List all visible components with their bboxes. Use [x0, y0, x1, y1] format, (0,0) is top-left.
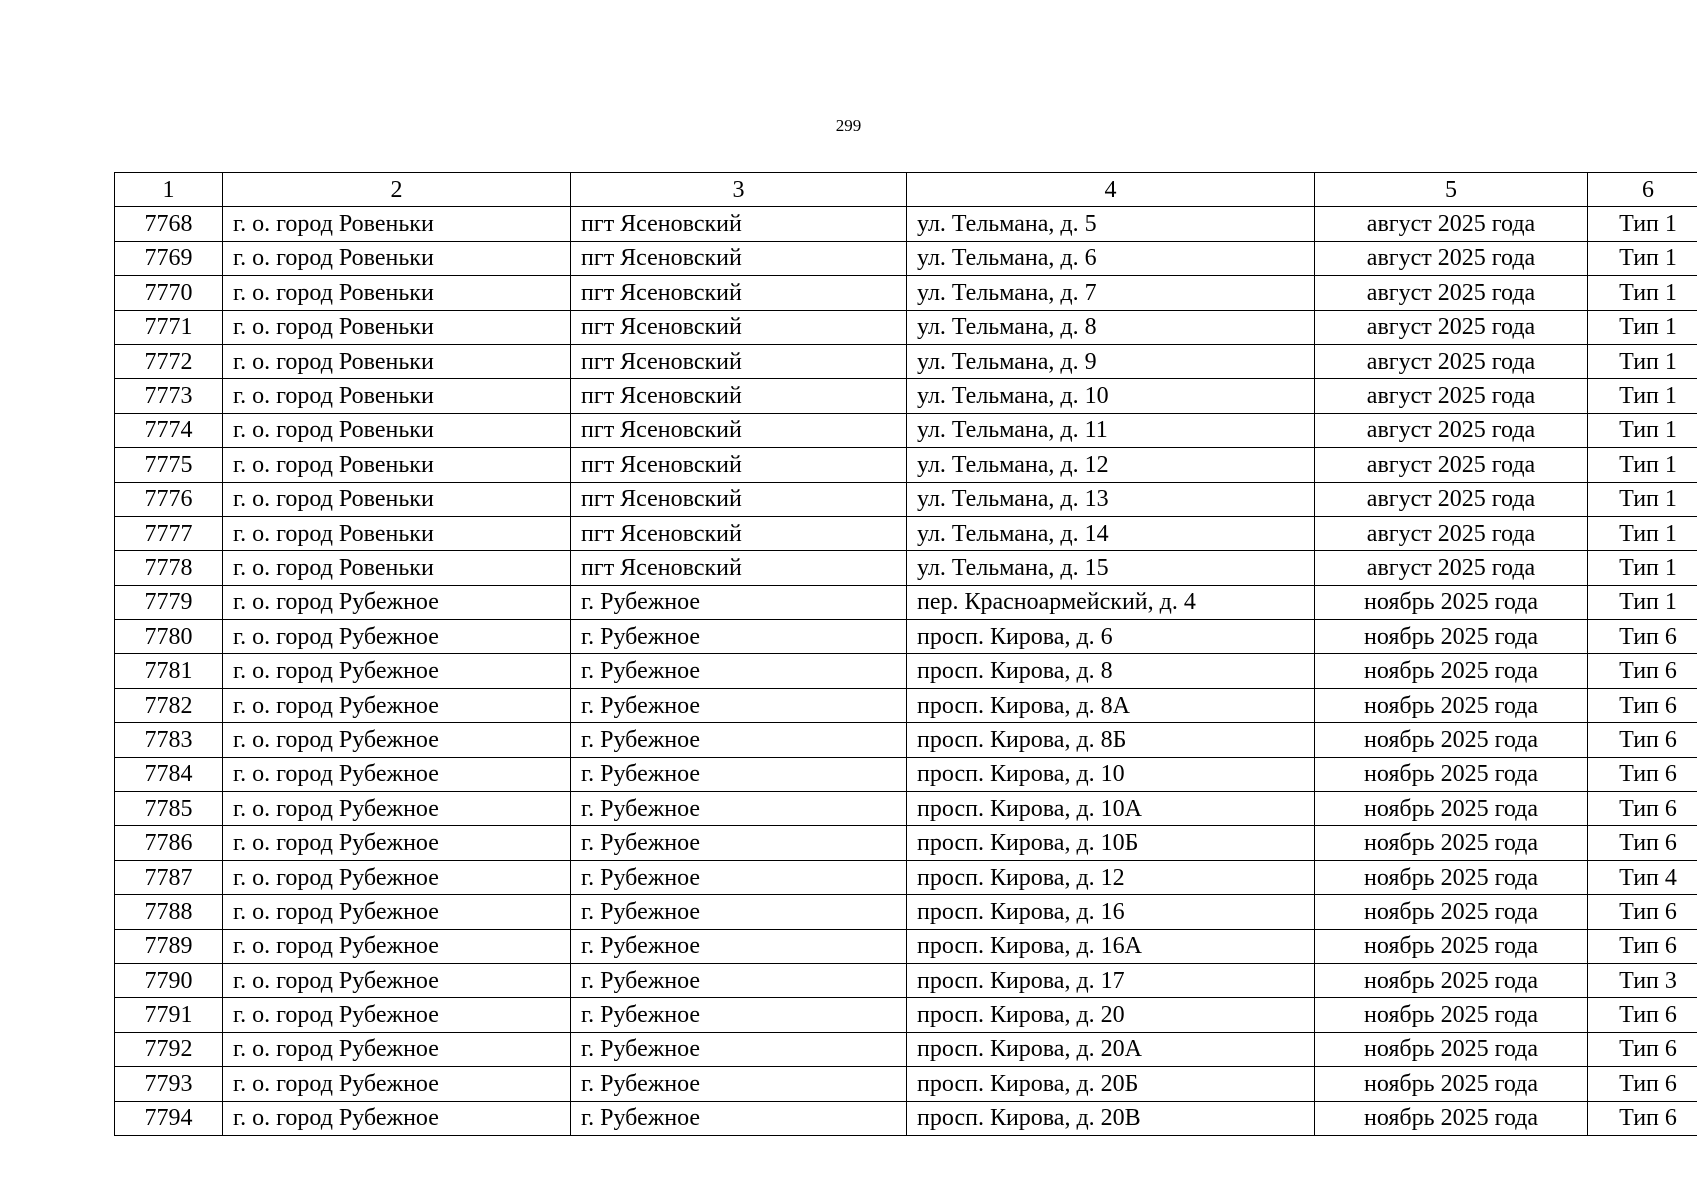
cell-type: Тип 4	[1588, 860, 1697, 894]
cell-settlement: пгт Ясеновский	[571, 482, 907, 516]
cell-row-number: 7779	[115, 585, 223, 619]
table-body	[115, 207, 1697, 1136]
cell-settlement: пгт Ясеновский	[571, 448, 907, 482]
cell-municipality: г. о. город Рубежное	[223, 585, 571, 619]
table-row	[115, 998, 1697, 1032]
header-row	[115, 173, 1697, 207]
cell-row-number: 7769	[115, 241, 223, 275]
table-row	[115, 792, 1697, 826]
cell-address: просп. Кирова, д. 20А	[907, 1032, 1315, 1066]
cell-row-number: 7781	[115, 654, 223, 688]
cell-municipality: г. о. город Рубежное	[223, 1032, 571, 1066]
cell-settlement: г. Рубежное	[571, 1032, 907, 1066]
cell-settlement: г. Рубежное	[571, 757, 907, 791]
cell-municipality: г. о. город Ровеньки	[223, 241, 571, 275]
cell-row-number: 7790	[115, 963, 223, 997]
cell-row-number: 7778	[115, 551, 223, 585]
cell-municipality: г. о. город Ровеньки	[223, 448, 571, 482]
cell-municipality: г. о. город Ровеньки	[223, 551, 571, 585]
cell-row-number: 7771	[115, 310, 223, 344]
cell-row-number: 7777	[115, 516, 223, 550]
table-row	[115, 482, 1697, 516]
cell-period: ноябрь 2025 года	[1315, 654, 1588, 688]
cell-settlement: г. Рубежное	[571, 1101, 907, 1135]
cell-type: Тип 6	[1588, 826, 1697, 860]
table-row	[115, 757, 1697, 791]
cell-address: просп. Кирова, д. 16А	[907, 929, 1315, 963]
cell-municipality: г. о. город Рубежное	[223, 895, 571, 929]
cell-address: просп. Кирова, д. 6	[907, 620, 1315, 654]
cell-municipality: г. о. город Рубежное	[223, 688, 571, 722]
cell-address: просп. Кирова, д. 8Б	[907, 723, 1315, 757]
cell-row-number: 7775	[115, 448, 223, 482]
cell-settlement: пгт Ясеновский	[571, 379, 907, 413]
cell-row-number: 7792	[115, 1032, 223, 1066]
cell-settlement: пгт Ясеновский	[571, 276, 907, 310]
table-row	[115, 448, 1697, 482]
table-row	[115, 688, 1697, 722]
cell-address: просп. Кирова, д. 17	[907, 963, 1315, 997]
cell-settlement: г. Рубежное	[571, 895, 907, 929]
cell-municipality: г. о. город Рубежное	[223, 723, 571, 757]
cell-type: Тип 1	[1588, 276, 1697, 310]
cell-address: просп. Кирова, д. 10	[907, 757, 1315, 791]
cell-municipality: г. о. город Ровеньки	[223, 379, 571, 413]
cell-type: Тип 6	[1588, 723, 1697, 757]
cell-period: август 2025 года	[1315, 207, 1588, 241]
cell-settlement: г. Рубежное	[571, 723, 907, 757]
cell-municipality: г. о. город Ровеньки	[223, 310, 571, 344]
cell-type: Тип 6	[1588, 654, 1697, 688]
cell-municipality: г. о. город Ровеньки	[223, 207, 571, 241]
register-table	[114, 172, 1697, 1136]
cell-municipality: г. о. город Ровеньки	[223, 413, 571, 447]
cell-type: Тип 3	[1588, 963, 1697, 997]
table-row	[115, 585, 1697, 619]
cell-settlement: г. Рубежное	[571, 860, 907, 894]
cell-settlement: пгт Ясеновский	[571, 310, 907, 344]
cell-address: ул. Тельмана, д. 13	[907, 482, 1315, 516]
cell-type: Тип 6	[1588, 1067, 1697, 1101]
cell-address: просп. Кирова, д. 16	[907, 895, 1315, 929]
cell-municipality: г. о. город Рубежное	[223, 963, 571, 997]
cell-period: август 2025 года	[1315, 551, 1588, 585]
table-row	[115, 551, 1697, 585]
cell-period: август 2025 года	[1315, 379, 1588, 413]
cell-type: Тип 6	[1588, 895, 1697, 929]
cell-address: ул. Тельмана, д. 9	[907, 344, 1315, 378]
cell-municipality: г. о. город Рубежное	[223, 998, 571, 1032]
cell-type: Тип 1	[1588, 344, 1697, 378]
cell-address: ул. Тельмана, д. 8	[907, 310, 1315, 344]
cell-type: Тип 1	[1588, 482, 1697, 516]
cell-period: ноябрь 2025 года	[1315, 585, 1588, 619]
cell-period: ноябрь 2025 года	[1315, 1032, 1588, 1066]
table-header	[115, 173, 1697, 207]
cell-municipality: г. о. город Рубежное	[223, 860, 571, 894]
cell-row-number: 7783	[115, 723, 223, 757]
column-header-3: 3	[571, 173, 907, 207]
table-row	[115, 860, 1697, 894]
cell-address: просп. Кирова, д. 10Б	[907, 826, 1315, 860]
cell-settlement: пгт Ясеновский	[571, 207, 907, 241]
table-row	[115, 1101, 1697, 1135]
cell-settlement: г. Рубежное	[571, 1067, 907, 1101]
cell-period: август 2025 года	[1315, 482, 1588, 516]
cell-address: ул. Тельмана, д. 15	[907, 551, 1315, 585]
cell-settlement: пгт Ясеновский	[571, 551, 907, 585]
cell-type: Тип 6	[1588, 688, 1697, 722]
table-row	[115, 963, 1697, 997]
cell-row-number: 7787	[115, 860, 223, 894]
cell-settlement: г. Рубежное	[571, 688, 907, 722]
cell-type: Тип 1	[1588, 551, 1697, 585]
cell-period: август 2025 года	[1315, 241, 1588, 275]
column-header-2: 2	[223, 173, 571, 207]
cell-period: ноябрь 2025 года	[1315, 929, 1588, 963]
cell-row-number: 7773	[115, 379, 223, 413]
table-row	[115, 723, 1697, 757]
cell-municipality: г. о. город Рубежное	[223, 620, 571, 654]
cell-address: ул. Тельмана, д. 14	[907, 516, 1315, 550]
cell-row-number: 7768	[115, 207, 223, 241]
cell-municipality: г. о. город Ровеньки	[223, 516, 571, 550]
cell-row-number: 7788	[115, 895, 223, 929]
cell-period: ноябрь 2025 года	[1315, 723, 1588, 757]
cell-period: ноябрь 2025 года	[1315, 620, 1588, 654]
cell-type: Тип 1	[1588, 413, 1697, 447]
cell-settlement: г. Рубежное	[571, 620, 907, 654]
cell-address: просп. Кирова, д. 20Б	[907, 1067, 1315, 1101]
table-row	[115, 620, 1697, 654]
cell-type: Тип 6	[1588, 1101, 1697, 1135]
cell-period: ноябрь 2025 года	[1315, 1101, 1588, 1135]
cell-type: Тип 6	[1588, 792, 1697, 826]
cell-period: ноябрь 2025 года	[1315, 792, 1588, 826]
cell-address: пер. Красноармейский, д. 4	[907, 585, 1315, 619]
table-row	[115, 1067, 1697, 1101]
cell-municipality: г. о. город Рубежное	[223, 1101, 571, 1135]
cell-type: Тип 1	[1588, 207, 1697, 241]
cell-period: ноябрь 2025 года	[1315, 757, 1588, 791]
cell-type: Тип 1	[1588, 516, 1697, 550]
cell-type: Тип 6	[1588, 998, 1697, 1032]
cell-address: просп. Кирова, д. 12	[907, 860, 1315, 894]
table-row	[115, 929, 1697, 963]
table-row	[115, 516, 1697, 550]
cell-municipality: г. о. город Ровеньки	[223, 482, 571, 516]
column-header-5: 5	[1315, 173, 1588, 207]
column-header-6: 6	[1588, 173, 1697, 207]
cell-row-number: 7772	[115, 344, 223, 378]
cell-settlement: пгт Ясеновский	[571, 516, 907, 550]
cell-row-number: 7770	[115, 276, 223, 310]
table-row	[115, 241, 1697, 275]
cell-address: ул. Тельмана, д. 5	[907, 207, 1315, 241]
page-number: 299	[835, 116, 862, 135]
cell-municipality: г. о. город Рубежное	[223, 654, 571, 688]
cell-period: ноябрь 2025 года	[1315, 963, 1588, 997]
table-row	[115, 310, 1697, 344]
table-row	[115, 207, 1697, 241]
cell-type: Тип 1	[1588, 310, 1697, 344]
cell-type: Тип 1	[1588, 379, 1697, 413]
cell-address: просп. Кирова, д. 8	[907, 654, 1315, 688]
cell-type: Тип 6	[1588, 1032, 1697, 1066]
cell-period: ноябрь 2025 года	[1315, 895, 1588, 929]
cell-settlement: пгт Ясеновский	[571, 413, 907, 447]
cell-settlement: г. Рубежное	[571, 826, 907, 860]
table-row	[115, 654, 1697, 688]
cell-period: ноябрь 2025 года	[1315, 688, 1588, 722]
cell-municipality: г. о. город Рубежное	[223, 826, 571, 860]
cell-settlement: г. Рубежное	[571, 963, 907, 997]
cell-settlement: пгт Ясеновский	[571, 241, 907, 275]
cell-type: Тип 1	[1588, 241, 1697, 275]
cell-municipality: г. о. город Рубежное	[223, 757, 571, 791]
cell-row-number: 7785	[115, 792, 223, 826]
cell-period: ноябрь 2025 года	[1315, 1067, 1588, 1101]
table-row	[115, 895, 1697, 929]
cell-municipality: г. о. город Ровеньки	[223, 276, 571, 310]
cell-type: Тип 1	[1588, 448, 1697, 482]
cell-settlement: г. Рубежное	[571, 998, 907, 1032]
cell-address: ул. Тельмана, д. 11	[907, 413, 1315, 447]
cell-settlement: г. Рубежное	[571, 929, 907, 963]
column-header-4: 4	[907, 173, 1315, 207]
cell-row-number: 7794	[115, 1101, 223, 1135]
cell-row-number: 7774	[115, 413, 223, 447]
table-row	[115, 344, 1697, 378]
cell-period: август 2025 года	[1315, 516, 1588, 550]
cell-type: Тип 6	[1588, 620, 1697, 654]
cell-period: ноябрь 2025 года	[1315, 998, 1588, 1032]
table-row	[115, 276, 1697, 310]
cell-period: август 2025 года	[1315, 344, 1588, 378]
cell-settlement: г. Рубежное	[571, 654, 907, 688]
cell-municipality: г. о. город Рубежное	[223, 792, 571, 826]
cell-address: просп. Кирова, д. 20В	[907, 1101, 1315, 1135]
cell-municipality: г. о. город Рубежное	[223, 1067, 571, 1101]
cell-municipality: г. о. город Рубежное	[223, 929, 571, 963]
cell-row-number: 7776	[115, 482, 223, 516]
cell-settlement: г. Рубежное	[571, 792, 907, 826]
cell-address: просп. Кирова, д. 20	[907, 998, 1315, 1032]
cell-row-number: 7782	[115, 688, 223, 722]
cell-period: август 2025 года	[1315, 276, 1588, 310]
cell-settlement: г. Рубежное	[571, 585, 907, 619]
table-row	[115, 379, 1697, 413]
cell-settlement: пгт Ясеновский	[571, 344, 907, 378]
cell-period: ноябрь 2025 года	[1315, 826, 1588, 860]
column-header-1: 1	[115, 173, 223, 207]
cell-address: просп. Кирова, д. 8А	[907, 688, 1315, 722]
cell-row-number: 7780	[115, 620, 223, 654]
cell-row-number: 7789	[115, 929, 223, 963]
cell-address: ул. Тельмана, д. 6	[907, 241, 1315, 275]
cell-period: ноябрь 2025 года	[1315, 860, 1588, 894]
table-row	[115, 1032, 1697, 1066]
cell-period: август 2025 года	[1315, 310, 1588, 344]
cell-row-number: 7793	[115, 1067, 223, 1101]
cell-municipality: г. о. город Ровеньки	[223, 344, 571, 378]
cell-type: Тип 6	[1588, 929, 1697, 963]
cell-type: Тип 1	[1588, 585, 1697, 619]
cell-address: ул. Тельмана, д. 7	[907, 276, 1315, 310]
table-row	[115, 413, 1697, 447]
cell-row-number: 7786	[115, 826, 223, 860]
cell-row-number: 7791	[115, 998, 223, 1032]
cell-period: август 2025 года	[1315, 413, 1588, 447]
cell-period: август 2025 года	[1315, 448, 1588, 482]
cell-type: Тип 6	[1588, 757, 1697, 791]
cell-address: просп. Кирова, д. 10А	[907, 792, 1315, 826]
table-row	[115, 826, 1697, 860]
cell-address: ул. Тельмана, д. 12	[907, 448, 1315, 482]
cell-address: ул. Тельмана, д. 10	[907, 379, 1315, 413]
cell-row-number: 7784	[115, 757, 223, 791]
